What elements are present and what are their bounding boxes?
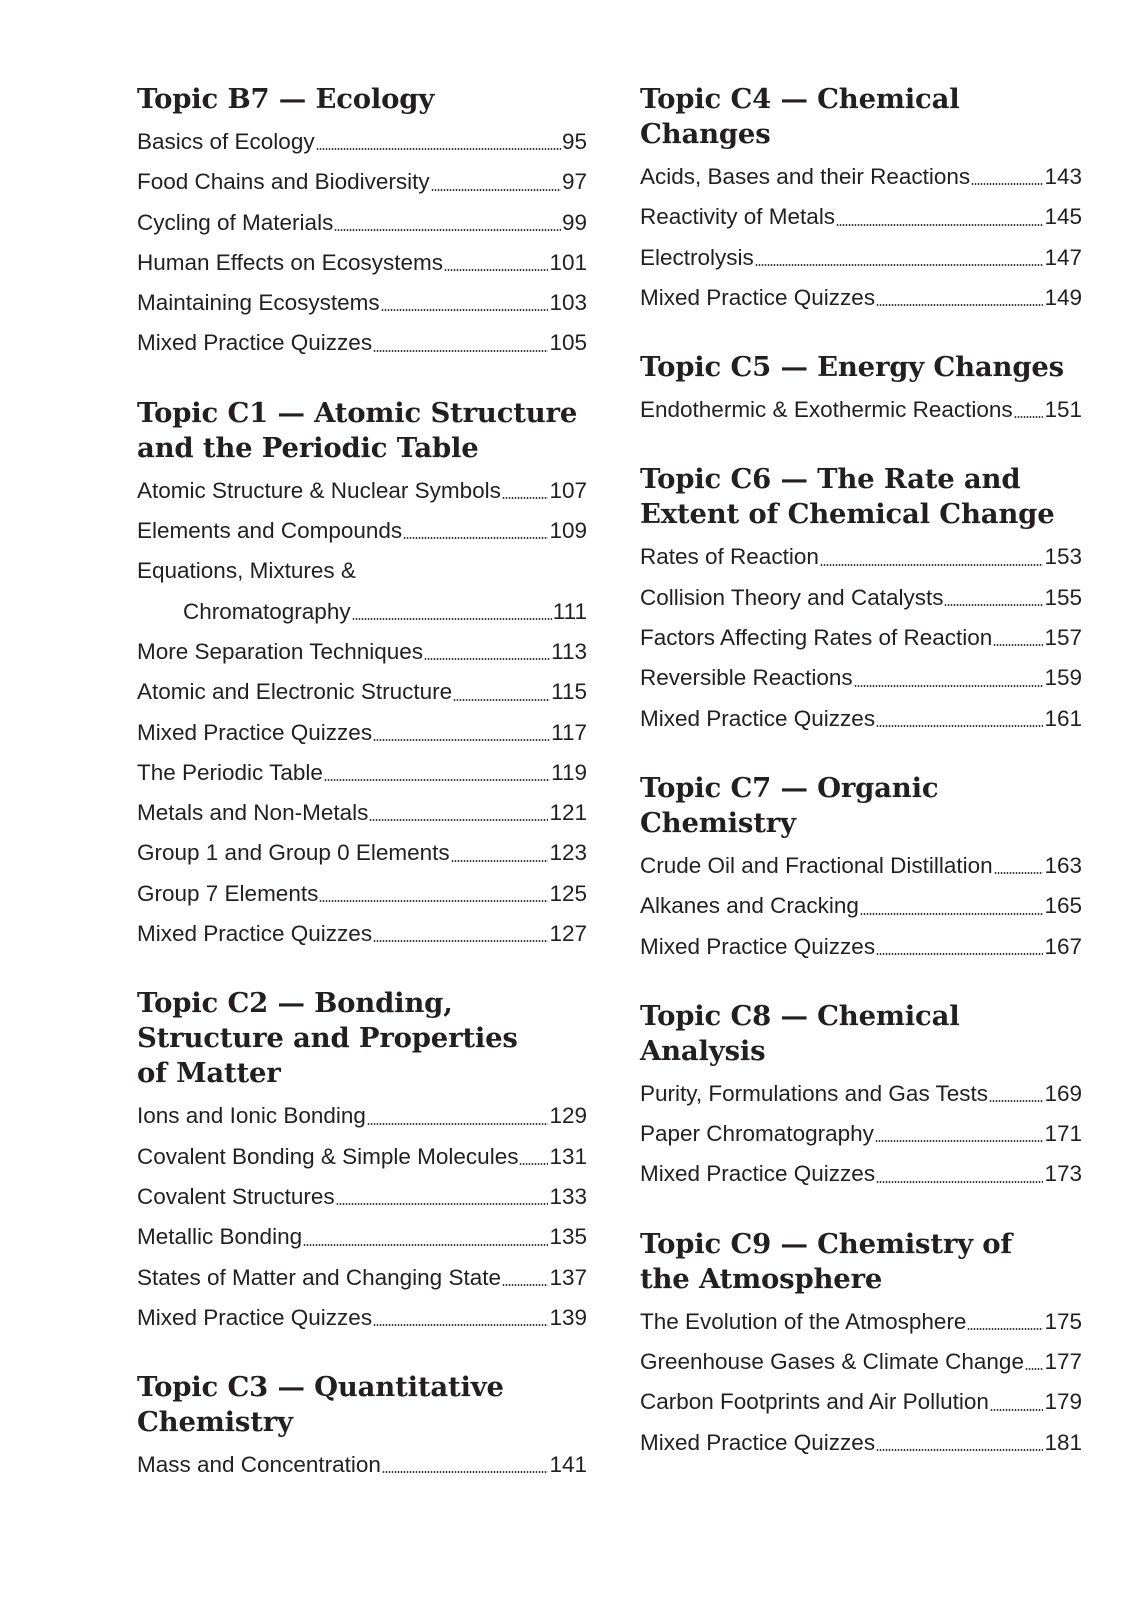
topic-heading-line: Topic C4 — Chemical bbox=[640, 83, 960, 115]
toc-entry-title: Purity, Formulations and Gas Tests bbox=[640, 1080, 989, 1106]
topic-section bbox=[640, 350, 1082, 430]
topic-section bbox=[640, 999, 1082, 1195]
topic-heading-line: Topic C7 — Organic bbox=[640, 771, 939, 804]
toc-entry[interactable] bbox=[137, 323, 587, 363]
dot-leader bbox=[876, 1181, 1043, 1183]
topic-heading-line: Topic C6 — The Rate and bbox=[640, 463, 1021, 496]
toc-entry-title: Mixed Practice Quizzes bbox=[137, 921, 373, 947]
dot-leader bbox=[373, 739, 550, 741]
page-number: 99 bbox=[561, 209, 587, 235]
page-number: 125 bbox=[549, 880, 587, 906]
page-number: 133 bbox=[549, 1183, 587, 1209]
page-number: 109 bbox=[549, 518, 587, 544]
toc-entry[interactable] bbox=[137, 874, 587, 914]
topic-heading bbox=[640, 350, 1082, 385]
page-number: 119 bbox=[551, 759, 587, 785]
page-number: 135 bbox=[549, 1224, 587, 1250]
dot-leader bbox=[994, 872, 1044, 874]
toc-entry-list bbox=[640, 1074, 1082, 1195]
topic-heading-line: Extent of Chemical Change bbox=[640, 498, 1055, 531]
toc-entry[interactable] bbox=[137, 713, 587, 753]
dot-leader bbox=[820, 564, 1044, 566]
toc-entry[interactable] bbox=[640, 658, 1082, 698]
topic-section bbox=[640, 462, 1082, 738]
topic-heading bbox=[137, 986, 587, 1091]
dot-leader bbox=[334, 229, 561, 231]
toc-entry-first-line[interactable] bbox=[137, 551, 587, 591]
toc-entry-title: Metals and Non-Metals bbox=[137, 800, 369, 826]
dot-leader bbox=[755, 264, 1044, 266]
page-number: 149 bbox=[1044, 284, 1082, 310]
topic-heading-line: Chemistry bbox=[640, 806, 796, 839]
dot-leader bbox=[382, 1471, 549, 1473]
toc-entry[interactable] bbox=[640, 699, 1082, 739]
toc-entry-title: Mixed Practice Quizzes bbox=[640, 284, 876, 310]
topic-heading bbox=[640, 771, 1082, 841]
toc-entry-list bbox=[137, 471, 587, 955]
toc-entry-title: Covalent Bonding & Simple Molecules bbox=[137, 1143, 519, 1169]
page-number: 159 bbox=[1044, 665, 1082, 691]
toc-entry-title: The Periodic Table bbox=[137, 759, 323, 785]
toc-entry[interactable] bbox=[137, 833, 587, 873]
page-number: 177 bbox=[1044, 1349, 1082, 1375]
page-number: 173 bbox=[1044, 1161, 1082, 1187]
dot-leader bbox=[836, 224, 1043, 226]
toc-entry[interactable] bbox=[137, 914, 587, 954]
topic-heading-line: Topic C2 — Bonding, bbox=[137, 987, 453, 1020]
topic-section bbox=[137, 986, 587, 1338]
toc-entry-title: Reversible Reactions bbox=[640, 665, 853, 691]
dot-leader bbox=[373, 1324, 548, 1326]
toc-entry-title: Ions and Ionic Bonding bbox=[137, 1103, 366, 1129]
toc-entry[interactable] bbox=[640, 1423, 1082, 1463]
dot-leader bbox=[369, 819, 548, 821]
toc-entry[interactable] bbox=[137, 471, 587, 511]
toc-entry-title: Equations, Mixtures & bbox=[137, 558, 356, 584]
page-number: 95 bbox=[561, 129, 587, 154]
dot-leader bbox=[876, 725, 1043, 727]
toc-entry-title: Atomic and Electronic Structure bbox=[137, 679, 453, 705]
dot-leader bbox=[860, 913, 1044, 915]
topic-heading-line: Analysis bbox=[640, 1034, 766, 1067]
topic-section bbox=[137, 82, 587, 364]
toc-entry[interactable] bbox=[137, 243, 587, 283]
toc-entry[interactable] bbox=[137, 1096, 587, 1136]
dot-leader bbox=[303, 1244, 548, 1246]
topic-heading-line: Changes bbox=[640, 118, 771, 150]
dot-leader bbox=[1014, 416, 1044, 418]
dot-leader bbox=[352, 618, 552, 620]
toc-entry-list bbox=[640, 846, 1082, 967]
dot-leader bbox=[876, 1449, 1043, 1451]
page-number: 113 bbox=[551, 638, 587, 664]
toc-entry-title: Food Chains and Biodiversity bbox=[137, 169, 430, 195]
dot-leader bbox=[381, 309, 549, 311]
dot-leader bbox=[367, 1123, 549, 1125]
toc-entry[interactable] bbox=[137, 1258, 587, 1298]
topic-section bbox=[137, 1370, 587, 1485]
toc-entry-title: Electrolysis bbox=[640, 244, 754, 270]
toc-entry[interactable] bbox=[640, 1302, 1082, 1342]
page-number: 151 bbox=[1044, 397, 1082, 423]
toc-entry[interactable] bbox=[137, 203, 587, 243]
page-number: 107 bbox=[549, 477, 587, 503]
toc-entry-title: Factors Affecting Rates of Reaction bbox=[640, 625, 993, 651]
toc-entry-title: Mixed Practice Quizzes bbox=[137, 1304, 373, 1330]
toc-entry[interactable] bbox=[640, 578, 1082, 618]
toc-entry[interactable] bbox=[137, 1137, 587, 1177]
toc-entry-title: Metallic Bonding bbox=[137, 1224, 303, 1250]
dot-leader bbox=[875, 1140, 1044, 1142]
toc-entry[interactable] bbox=[640, 846, 1082, 886]
toc-entry[interactable] bbox=[137, 162, 587, 202]
toc-entry[interactable] bbox=[137, 1217, 587, 1257]
toc-entry[interactable] bbox=[640, 886, 1082, 926]
toc-entry[interactable] bbox=[640, 1074, 1082, 1114]
page-number: 169 bbox=[1044, 1080, 1082, 1106]
topic-section bbox=[640, 771, 1082, 967]
toc-entry-title: Mixed Practice Quizzes bbox=[640, 1429, 876, 1455]
page-number: 143 bbox=[1044, 164, 1082, 189]
toc-entry[interactable] bbox=[137, 122, 587, 162]
page-number: 141 bbox=[549, 1452, 587, 1478]
toc-entry-title: Basics of Ecology bbox=[137, 129, 315, 154]
page-number: 161 bbox=[1044, 705, 1082, 731]
page-number: 139 bbox=[549, 1304, 587, 1330]
page-number: 123 bbox=[549, 840, 587, 866]
toc-entry[interactable] bbox=[640, 197, 1082, 237]
topic-heading bbox=[640, 462, 1082, 532]
page-number: 105 bbox=[549, 330, 587, 356]
toc-entry[interactable] bbox=[640, 537, 1082, 577]
toc-entry-title: Greenhouse Gases & Climate Change bbox=[640, 1349, 1024, 1375]
toc-entry-title: Alkanes and Cracking bbox=[640, 893, 859, 919]
toc-entry[interactable] bbox=[640, 238, 1082, 278]
topic-heading bbox=[640, 999, 1082, 1069]
dot-leader bbox=[424, 658, 550, 660]
toc-entry[interactable] bbox=[640, 278, 1082, 318]
dot-leader bbox=[989, 1100, 1043, 1102]
toc-entry[interactable] bbox=[640, 157, 1082, 197]
toc-entry[interactable] bbox=[640, 927, 1082, 967]
page-number: 145 bbox=[1044, 204, 1082, 230]
toc-entry[interactable] bbox=[640, 1342, 1082, 1382]
toc-entry[interactable] bbox=[137, 511, 587, 551]
dot-leader bbox=[944, 604, 1043, 606]
page-number: 179 bbox=[1044, 1389, 1082, 1415]
page-number: 147 bbox=[1044, 244, 1082, 270]
dot-leader bbox=[1025, 1368, 1043, 1370]
toc-entry-title: Human Effects on Ecosystems bbox=[137, 249, 443, 275]
toc-entry[interactable] bbox=[640, 1382, 1082, 1422]
toc-entry-title: Covalent Structures bbox=[137, 1183, 335, 1209]
topic-section bbox=[640, 1227, 1082, 1463]
topic-heading-line: Structure and Properties bbox=[137, 1022, 518, 1055]
dot-leader bbox=[316, 148, 561, 150]
topic-section bbox=[137, 396, 587, 955]
page-number: 181 bbox=[1044, 1429, 1082, 1455]
page-number: 165 bbox=[1044, 893, 1082, 919]
toc-entry-title: Mixed Practice Quizzes bbox=[137, 719, 373, 745]
topic-heading-line: of Matter bbox=[137, 1057, 281, 1090]
toc-entry-title: Crude Oil and Fractional Distillation bbox=[640, 852, 993, 878]
toc-entry[interactable] bbox=[137, 793, 587, 833]
page-number: 127 bbox=[549, 921, 587, 947]
toc-entry-title: Group 7 Elements bbox=[137, 880, 319, 906]
page-number: 175 bbox=[1044, 1308, 1082, 1334]
page-number: 121 bbox=[549, 800, 587, 826]
dot-leader bbox=[336, 1203, 549, 1205]
dot-leader bbox=[373, 350, 548, 352]
topic-heading bbox=[137, 396, 587, 466]
topic-heading-line: Topic C3 — Quantitative bbox=[137, 1371, 504, 1404]
toc-entry-title: Rates of Reaction bbox=[640, 544, 819, 570]
dot-leader bbox=[373, 940, 548, 942]
toc-entry-title: Paper Chromatography bbox=[640, 1121, 874, 1147]
dot-leader bbox=[403, 537, 548, 539]
page-number: 129 bbox=[549, 1103, 587, 1129]
toc-entry-title: Mixed Practice Quizzes bbox=[640, 1161, 876, 1187]
toc-entry-title: The Evolution of the Atmosphere bbox=[640, 1308, 967, 1334]
dot-leader bbox=[854, 685, 1044, 687]
toc-entry-list bbox=[640, 537, 1082, 738]
page-number: 171 bbox=[1044, 1121, 1082, 1147]
toc-entry-title: More Separation Techniques bbox=[137, 638, 424, 664]
dot-leader bbox=[990, 1409, 1044, 1411]
topic-section bbox=[640, 82, 1082, 318]
toc-entry-list bbox=[640, 390, 1082, 430]
toc-entry-title: Mixed Practice Quizzes bbox=[640, 705, 876, 731]
topic-heading-line: Topic C9 — Chemistry of bbox=[640, 1227, 1013, 1260]
topic-heading-line: the Atmosphere bbox=[640, 1262, 883, 1295]
topic-heading-line: Topic C8 — Chemical bbox=[640, 999, 960, 1032]
dot-leader bbox=[876, 953, 1043, 955]
toc-entry[interactable] bbox=[640, 618, 1082, 658]
page-number: 155 bbox=[1044, 584, 1082, 610]
toc-entry[interactable] bbox=[640, 390, 1082, 430]
page-number: 163 bbox=[1044, 852, 1082, 878]
toc-entry-list bbox=[640, 1302, 1082, 1463]
toc-entry[interactable] bbox=[640, 1114, 1082, 1154]
page-number: 111 bbox=[552, 598, 587, 624]
toc-entry[interactable] bbox=[137, 1177, 587, 1217]
dot-leader bbox=[502, 1284, 548, 1286]
page-number: 137 bbox=[549, 1264, 587, 1290]
dot-leader bbox=[502, 497, 549, 499]
toc-entry-list bbox=[137, 1445, 587, 1485]
toc-entry-title: Endothermic & Exothermic Reactions bbox=[640, 397, 1013, 423]
topic-heading bbox=[640, 1227, 1082, 1297]
page-number: 131 bbox=[549, 1143, 587, 1169]
toc-entry-title: Cycling of Materials bbox=[137, 209, 334, 235]
toc-entry[interactable] bbox=[137, 672, 587, 712]
dot-leader bbox=[444, 269, 548, 271]
toc-entry[interactable] bbox=[640, 1154, 1082, 1194]
toc-right-column bbox=[640, 82, 1082, 1463]
topic-heading bbox=[137, 1370, 587, 1440]
dot-leader bbox=[451, 860, 549, 862]
toc-entry-title: Elements and Compounds bbox=[137, 518, 403, 544]
toc-entry[interactable] bbox=[137, 1445, 587, 1485]
toc-entry-title: Atomic Structure & Nuclear Symbols bbox=[137, 477, 501, 503]
topic-heading-line: and the Periodic Table bbox=[137, 431, 479, 464]
toc-entry-title: Acids, Bases and their Reactions bbox=[640, 164, 971, 189]
dot-leader bbox=[453, 699, 550, 701]
toc-entry[interactable] bbox=[137, 1298, 587, 1338]
topic-heading-line: Chemistry bbox=[137, 1406, 293, 1439]
page-number: 167 bbox=[1044, 933, 1082, 959]
page-number: 157 bbox=[1044, 625, 1082, 651]
toc-entry-title: Mixed Practice Quizzes bbox=[640, 933, 876, 959]
toc-entry-title: Carbon Footprints and Air Pollution bbox=[640, 1389, 989, 1415]
toc-entry[interactable] bbox=[137, 753, 587, 793]
dot-leader bbox=[967, 1328, 1043, 1330]
toc-left-column bbox=[137, 82, 587, 1485]
topic-heading bbox=[137, 82, 587, 117]
toc-entry-title: Mixed Practice Quizzes bbox=[137, 330, 373, 356]
topic-heading-line: Topic B7 — Ecology bbox=[137, 83, 435, 115]
page-number: 97 bbox=[561, 169, 587, 195]
toc-entry-title: Collision Theory and Catalysts bbox=[640, 584, 944, 610]
dot-leader bbox=[431, 189, 561, 191]
toc-entry-title: Mass and Concentration bbox=[137, 1452, 381, 1478]
topic-heading bbox=[640, 82, 1082, 152]
dot-leader bbox=[519, 1163, 548, 1165]
toc-entry-title: Group 1 and Group 0 Elements bbox=[137, 840, 450, 866]
topic-heading-line: Topic C1 — Atomic Structure bbox=[137, 396, 578, 429]
dot-leader bbox=[993, 644, 1043, 646]
page-number: 153 bbox=[1044, 544, 1082, 570]
toc-entry[interactable] bbox=[137, 592, 587, 632]
page-number: 115 bbox=[551, 679, 587, 705]
page-number: 101 bbox=[549, 249, 587, 275]
toc-entry-list bbox=[640, 157, 1082, 318]
dot-leader bbox=[324, 779, 550, 781]
toc-entry-list bbox=[137, 122, 587, 364]
toc-entry-title: States of Matter and Changing State bbox=[137, 1264, 501, 1290]
toc-entry[interactable] bbox=[137, 283, 587, 323]
page-number: 117 bbox=[551, 719, 587, 745]
dot-leader bbox=[876, 304, 1043, 306]
toc-entry-list bbox=[137, 1096, 587, 1338]
toc-entry-title: Chromatography bbox=[183, 598, 351, 624]
toc-entry-title: Maintaining Ecosystems bbox=[137, 290, 380, 316]
toc-entry[interactable] bbox=[137, 632, 587, 672]
toc-entry-title: Reactivity of Metals bbox=[640, 204, 836, 230]
topic-heading-line: Topic C5 — Energy Changes bbox=[640, 351, 1064, 384]
dot-leader bbox=[319, 900, 548, 902]
page-number: 103 bbox=[549, 290, 587, 316]
dot-leader bbox=[971, 183, 1043, 185]
